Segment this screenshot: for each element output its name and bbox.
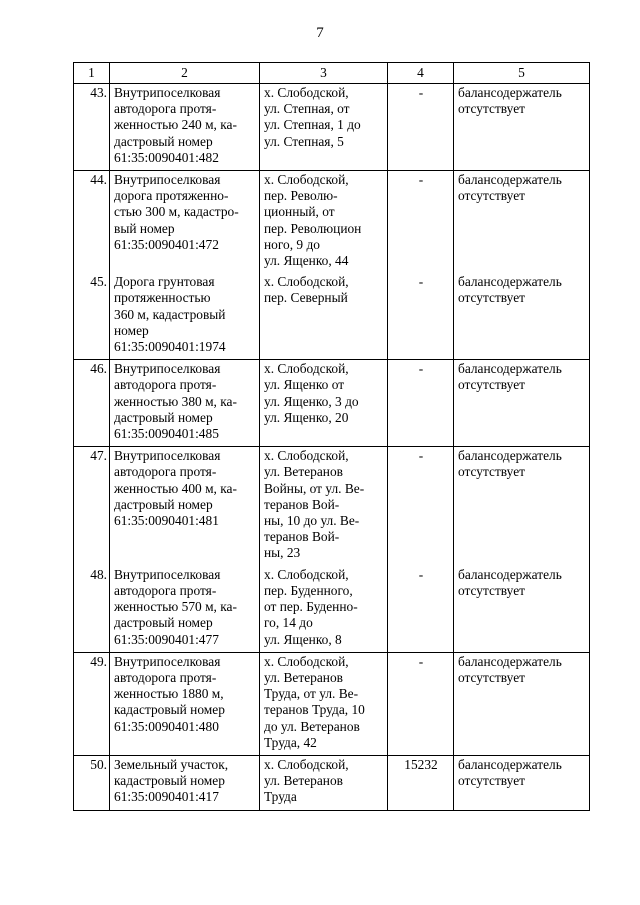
object-name: Внутрипоселковая автодорога протя- женностью 570 м, ка- дастровый номер 61:35:0090401:477 xyxy=(110,566,260,653)
row-number: 43. xyxy=(74,84,110,171)
balance-holder: балансодержатель отсутствует xyxy=(454,652,590,755)
row-number: 47. xyxy=(74,447,110,566)
balance-holder: балансодержатель отсутствует xyxy=(454,360,590,447)
object-address: х. Слободской, ул. Ветеранов Войны, от ул. Ве- теранов Вой- ны, 10 до ул. Ве- теранов Вой- ны, 23 xyxy=(260,447,388,566)
balance-holder: балансодержатель отсутствует xyxy=(454,273,590,360)
table-row xyxy=(74,447,590,566)
column-header-4: 4 xyxy=(388,63,454,84)
balance-holder: балансодержатель отсутствует xyxy=(454,171,590,274)
object-area: - xyxy=(388,447,454,566)
object-address: х. Слободской, пер. Буденного, от пер. Буденно- го, 14 до ул. Ященко, 8 xyxy=(260,566,388,653)
object-name: Внутрипоселковая автодорога протя- женностью 400 м, ка- дастровый номер 61:35:0090401:481 xyxy=(110,447,260,566)
row-number: 50. xyxy=(74,755,110,810)
row-number: 48. xyxy=(74,566,110,653)
balance-holder: балансодержатель отсутствует xyxy=(454,84,590,171)
object-area: - xyxy=(388,566,454,653)
column-header-5: 5 xyxy=(454,63,590,84)
column-header-2: 2 xyxy=(110,63,260,84)
row-number: 45. xyxy=(74,273,110,360)
object-address: х. Слободской, ул. Ветеранов Труда xyxy=(260,755,388,810)
balance-holder: балансодержатель отсутствует xyxy=(454,447,590,566)
table-row xyxy=(74,171,590,274)
object-name: Дорога грунтовая протяженностью 360 м, кадастровый номер 61:35:0090401:1974 xyxy=(110,273,260,360)
object-name: Внутрипоселковая автодорога протя- женностью 380 м, ка- дастровый номер 61:35:0090401:485 xyxy=(110,360,260,447)
page-number: 7 xyxy=(316,25,324,41)
object-name: Земельный участок, кадастровый номер 61:35:0090401:417 xyxy=(110,755,260,810)
object-area: - xyxy=(388,652,454,755)
object-address: х. Слободской, ул. Ветеранов Труда, от ул. Ве- теранов Труда, 10 до ул. Ветеранов Труда, 42 xyxy=(260,652,388,755)
object-address: х. Слободской, пер. Северный xyxy=(260,273,388,360)
object-area: - xyxy=(388,273,454,360)
object-address: х. Слободской, ул. Степная, от ул. Степная, 1 до ул. Степная, 5 xyxy=(260,84,388,171)
table-row xyxy=(74,566,590,653)
table-row xyxy=(74,84,590,171)
object-address: х. Слободской, ул. Ященко от ул. Ященко, 3 до ул. Ященко, 20 xyxy=(260,360,388,447)
row-number: 44. xyxy=(74,171,110,274)
table-row xyxy=(74,652,590,755)
table-row xyxy=(74,273,590,360)
object-area: 15232 xyxy=(388,755,454,810)
balance-holder: балансодержатель отсутствует xyxy=(454,566,590,653)
table-header-row xyxy=(74,63,590,84)
column-header-3: 3 xyxy=(260,63,388,84)
table-row xyxy=(74,755,590,810)
object-address: х. Слободской, пер. Револю- ционный, от пер. Революцион ного, 9 до ул. Ященко, 44 xyxy=(260,171,388,274)
object-area: - xyxy=(388,84,454,171)
object-area: - xyxy=(388,171,454,274)
column-header-1: 1 xyxy=(74,63,110,84)
row-number: 49. xyxy=(74,652,110,755)
object-name: Внутрипоселковая автодорога протя- женностью 240 м, ка- дастровый номер 61:35:0090401:482 xyxy=(110,84,260,171)
property-registry-table xyxy=(73,62,590,811)
balance-holder: балансодержатель отсутствует xyxy=(454,755,590,810)
table-row xyxy=(74,360,590,447)
object-name: Внутрипоселковая автодорога протя- женностью 1880 м, кадастровый номер 61:35:0090401:480 xyxy=(110,652,260,755)
object-name: Внутрипоселковая дорога протяженно- стью 300 м, кадастро- вый номер 61:35:0090401:472 xyxy=(110,171,260,274)
object-area: - xyxy=(388,360,454,447)
row-number: 46. xyxy=(74,360,110,447)
